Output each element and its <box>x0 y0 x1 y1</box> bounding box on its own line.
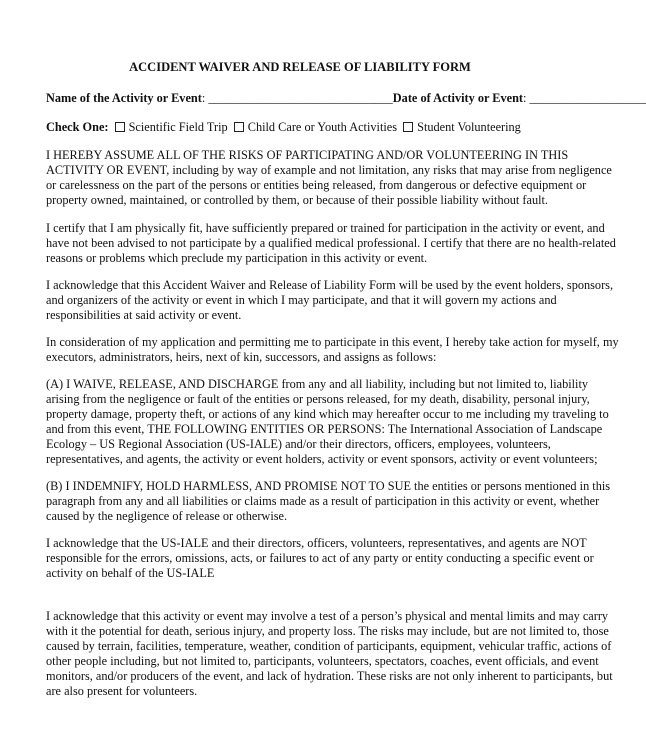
paragraph-line: caused by terrain, facilities, temperature, weather, condition of participants, equipment, vehicular traffic, actions of <box>46 639 612 653</box>
paragraph-line: executors, administrators, heirs, next of kin, successors, and assigns as follows: <box>46 350 437 364</box>
activity-date-field[interactable]: : ___________________ <box>523 91 646 105</box>
checkbox-student-volunteering[interactable] <box>403 122 413 132</box>
paragraph-line: have not been advised to not participate by a qualified medical professional. I certify that there are no health-related <box>46 236 616 250</box>
paragraph-line: Ecology – US Regional Association (US-IALE) and/or their directors, officers, employees, volunteers, <box>46 437 551 451</box>
check-one-row <box>46 120 580 135</box>
checkbox-scientific-field-trip[interactable] <box>115 122 125 132</box>
check-one-label: Check One: <box>46 120 109 134</box>
paragraph-line: I acknowledge that this Accident Waiver and Release of Liability Form will be used by the event holders, sponsors, <box>46 278 614 292</box>
activity-name-label: Name of the Activity or Event <box>46 91 202 105</box>
paragraph-line: are also present for volunteers. <box>46 684 198 698</box>
paragraph-line: monitors, and/or producers of the event, and lack of hydration. These risks are not only inherent to participants, but <box>46 669 613 683</box>
paragraph-line: paragraph from any and all liabilities or claims made as a result of participation in this activity or event, whether <box>46 494 600 508</box>
paragraph-line: property damage, property theft, or actions of any kind which may hereafter occur to me including my traveling to <box>46 407 609 421</box>
paragraph-line: arising from the negligence or fault of the entities or persons released, for my death, disability, personal injury, <box>46 392 590 406</box>
paragraph-line: activity on behalf of the US-IALE <box>46 566 215 580</box>
form-title: ACCIDENT WAIVER AND RELEASE OF LIABILITY FORM <box>129 60 471 74</box>
option-scientific-field-trip: Scientific Field Trip <box>128 120 228 134</box>
paragraph-line: and from this event, THE FOLLOWING ENTITIES OR PERSONS: The International Association of Landscape <box>46 422 603 436</box>
checkbox-child-care[interactable] <box>234 122 244 132</box>
paragraph-line: In consideration of my application and permitting me to participate in this event, I hereby take action for myself, my <box>46 335 619 349</box>
option-child-care: Child Care or Youth Activities <box>247 120 398 134</box>
paragraph-line: with it the potential for death, serious injury, and property loss. The risks may include, but are not limited to, those <box>46 624 609 638</box>
option-student-volunteering: Student Volunteering <box>417 120 521 134</box>
paragraph-line: other people including, but not limited to, participants, volunteers, spectators, coaches, event officials, and event <box>46 654 599 668</box>
paragraph-line: responsible for the errors, omissions, acts, or failures to act of any party or entity conducting a specific event or <box>46 551 594 565</box>
paragraph-line: (A) I WAIVE, RELEASE, AND DISCHARGE from any and all liability, including but not limited to, liability <box>46 377 589 391</box>
paragraph-line: I acknowledge that the US-IALE and their directors, officers, volunteers, representatives, and agents are NOT <box>46 536 587 550</box>
activity-name-row <box>46 91 646 106</box>
paragraph-line: representatives, and agents, the activity or event holders, activity or event sponsors, activity or event volunteers; <box>46 452 598 466</box>
paragraph-line: property owned, maintained, or controlled by them, or because of their possible liability without fault. <box>46 193 548 207</box>
activity-name-field[interactable]: : ______________________________ <box>201 91 393 105</box>
paragraph-line: reasons or problems which preclude my participation in this activity or event. <box>46 251 428 265</box>
paragraph-line: I certify that I am physically fit, have sufficiently prepared or trained for participation in the activity or event, and <box>46 221 605 235</box>
paragraph-line: ACTIVITY OR EVENT, including by way of example and not limitation, any risks that may arise from negligence <box>46 163 612 177</box>
paragraph-line: responsibilities at said activity or event. <box>46 308 242 322</box>
paragraph-line: and organizers of the activity or event in which I may participate, and that it will govern my actions and <box>46 293 557 307</box>
paragraph-line: caused by the negligence of release or otherwise. <box>46 509 288 523</box>
paragraph-line: I HEREBY ASSUME ALL OF THE RISKS OF PARTICIPATING AND/OR VOLUNTEERING IN THIS <box>46 148 569 162</box>
paragraph-line: or carelessness on the part of the persons or entities being released, from dangerous or defective equipment or <box>46 178 587 192</box>
paragraph-line: I acknowledge that this activity or event may involve a test of a person’s physical and mental limits and may carry <box>46 609 609 623</box>
activity-date-label: Date of Activity or Event <box>392 91 524 105</box>
paragraph-line: (B) I INDEMNIFY, HOLD HARMLESS, AND PROMISE NOT TO SUE the entities or persons mentioned in this <box>46 479 611 493</box>
